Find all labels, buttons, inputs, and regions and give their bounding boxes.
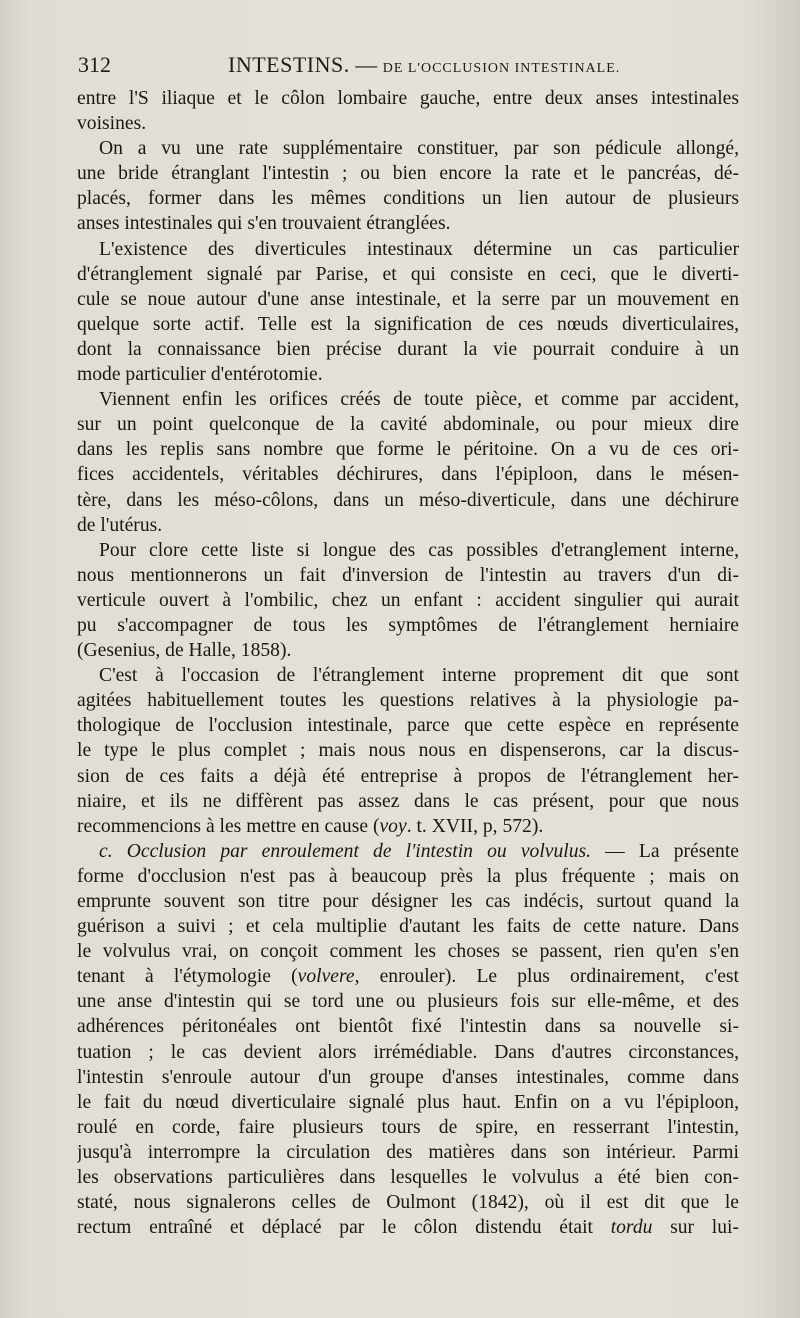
text-line: placés, former dans les mêmes conditions un lien autour de plusieurs <box>77 188 739 210</box>
body-text <box>77 86 739 1240</box>
text-segment: , enrouler). Le plus ordinairement, c'est <box>354 966 739 988</box>
text-line: Viennent enfin les orifices créés de toute pièce, et comme par accident, <box>99 389 739 411</box>
text-line: roulé en corde, faire plusieurs tours de spire, en resserrant l'intestin, <box>77 1116 739 1138</box>
text-line: staté, nous signalerons celles de Oulmont (1842), où il est dit que le <box>77 1192 739 1214</box>
text-line: emprunte souvent son titre pour désigner les cas indécis, surtout quand la <box>77 891 739 912</box>
section-title: DE L'OCCLUSION INTESTINALE. <box>382 61 621 76</box>
running-head <box>78 52 738 82</box>
text-line: une bride étranglant l'intestin ; ou bien encore la rate et le pancréas, dé- <box>77 163 739 185</box>
text-line: entre l'S iliaque et le côlon lombaire gauche, entre deux anses intestinales <box>77 88 739 109</box>
text-line: tère, dans les méso-côlons, dans un méso-diverticule, dans une déchirure <box>77 489 739 511</box>
text-line: L'existence des diverticules intestinaux détermine un cas particulier <box>99 238 739 260</box>
text-line: l'intestin s'enroule autour d'un groupe d'anses intestinales, comme dans <box>77 1066 739 1088</box>
text-line: mode particulier d'entérotomie. <box>77 364 323 386</box>
text-line: sur un point quelconque de la cavité abdominale, ou pour mieux dire <box>77 414 739 436</box>
text-line: le fait du nœud diverticulaire signalé plus haut. Enfin on a vu l'épiploon, <box>77 1091 739 1113</box>
page-number: 312 <box>78 52 111 77</box>
italic-segment: voy <box>379 815 407 837</box>
text-line: forme d'occlusion n'est pas à beaucoup près la plus fréquente ; mais on <box>77 865 739 887</box>
text-line: fices accidentels, véritables déchirures, dans l'épiploon, dans le mésen- <box>77 464 739 486</box>
text-line: pu s'accompagner de tous les symptômes de l'étranglement herniaire <box>77 614 739 636</box>
title-separator: — <box>355 52 378 77</box>
italic-segment: volvere <box>297 966 355 988</box>
text-line: dans les replis sans nombre que forme le péritoine. On a vu de ces ori- <box>77 439 739 461</box>
text-line <box>77 964 739 989</box>
text-line: voisines. <box>77 113 147 135</box>
text-line: cule se noue autour d'une anse intestinale, et la serre par un mouvement en <box>77 288 739 310</box>
text-line: agitées habituellement toutes les questions relatives à la physiologie pa- <box>77 690 739 712</box>
text-line: dont la connaissance bien précise durant la vie pourrait conduire à un <box>77 338 739 360</box>
text-line: une anse d'intestin qui se tord une ou plusieurs fois sur elle-même, et des <box>77 991 739 1013</box>
running-title <box>228 52 620 78</box>
text-segment: — La présente <box>591 840 739 862</box>
text-line <box>77 1215 739 1240</box>
text-line: On a vu une rate supplémentaire constituer, par son pédicule allongé, <box>99 138 739 160</box>
text-line: jusqu'à interrompre la circulation des matières dans son intérieur. Parmi <box>77 1141 739 1163</box>
text-line: de l'utérus. <box>77 514 163 536</box>
text-segment: tenant à l'étymologie ( <box>77 966 298 988</box>
text-segment: . t. XVII, p, 572). <box>406 815 544 837</box>
text-segment: sur lui- <box>652 1217 739 1239</box>
text-line: thologique de l'occlusion intestinale, parce que cette espèce en représente <box>77 715 739 737</box>
text-line: Pour clore cette liste si longue des cas possibles d'etranglement interne, <box>99 539 739 561</box>
text-line: verticule ouvert à l'ombilic, chez un enfant : accident singulier qui aurait <box>77 589 739 611</box>
text-segment: recommencions à les mettre en cause ( <box>77 815 380 837</box>
text-line: (Gesenius, de Halle, 1858). <box>77 640 292 662</box>
text-segment: rectum entraîné et déplacé par le côlon distendu était <box>77 1217 611 1239</box>
chapter-title: INTESTINS. <box>228 52 350 77</box>
text-line: niaire, et ils ne diffèrent pas assez dans le cas présent, pour que nous <box>77 790 739 812</box>
text-line: nous mentionnerons un fait d'inversion de l'intestin au travers d'un di- <box>77 564 739 586</box>
text-line <box>77 839 739 864</box>
text-line: anses intestinales qui s'en trouvaient étranglées. <box>77 213 451 235</box>
text-line: sion de ces faits a déjà été entreprise à propos de l'étranglement her- <box>77 765 739 787</box>
text-line: C'est à l'occasion de l'étranglement interne proprement dit que sont <box>99 665 739 687</box>
text-line: guérison a suivi ; et cela multiplie d'autant les faits de cette nature. Dans <box>77 916 739 938</box>
text-line <box>77 814 739 839</box>
text-line: les observations particulières dans lesquelles le volvulus a été bien con- <box>77 1167 739 1189</box>
text-line: tuation ; le cas devient alors irrémédiable. Dans d'autres circonstances, <box>77 1041 739 1063</box>
italic-segment: c. Occlusion par enroulement de l'intestin ou volvulus. <box>99 840 592 862</box>
italic-segment: tordu <box>610 1217 653 1239</box>
text-line: le type le plus complet ; mais nous nous en dispenserons, car la discus- <box>77 740 739 762</box>
text-line: quelque sorte actif. Telle est la signification de ces nœuds diverticulaires, <box>77 313 739 335</box>
text-line: le volvulus vrai, on conçoit comment les choses se passent, rien qu'en s'en <box>77 941 739 963</box>
text-line: adhérences péritonéales ont bientôt fixé l'intestin dans sa nouvelle si- <box>77 1016 739 1038</box>
text-line: d'étranglement signalé par Parise, et qui consiste en ceci, que le diverti- <box>77 263 739 285</box>
